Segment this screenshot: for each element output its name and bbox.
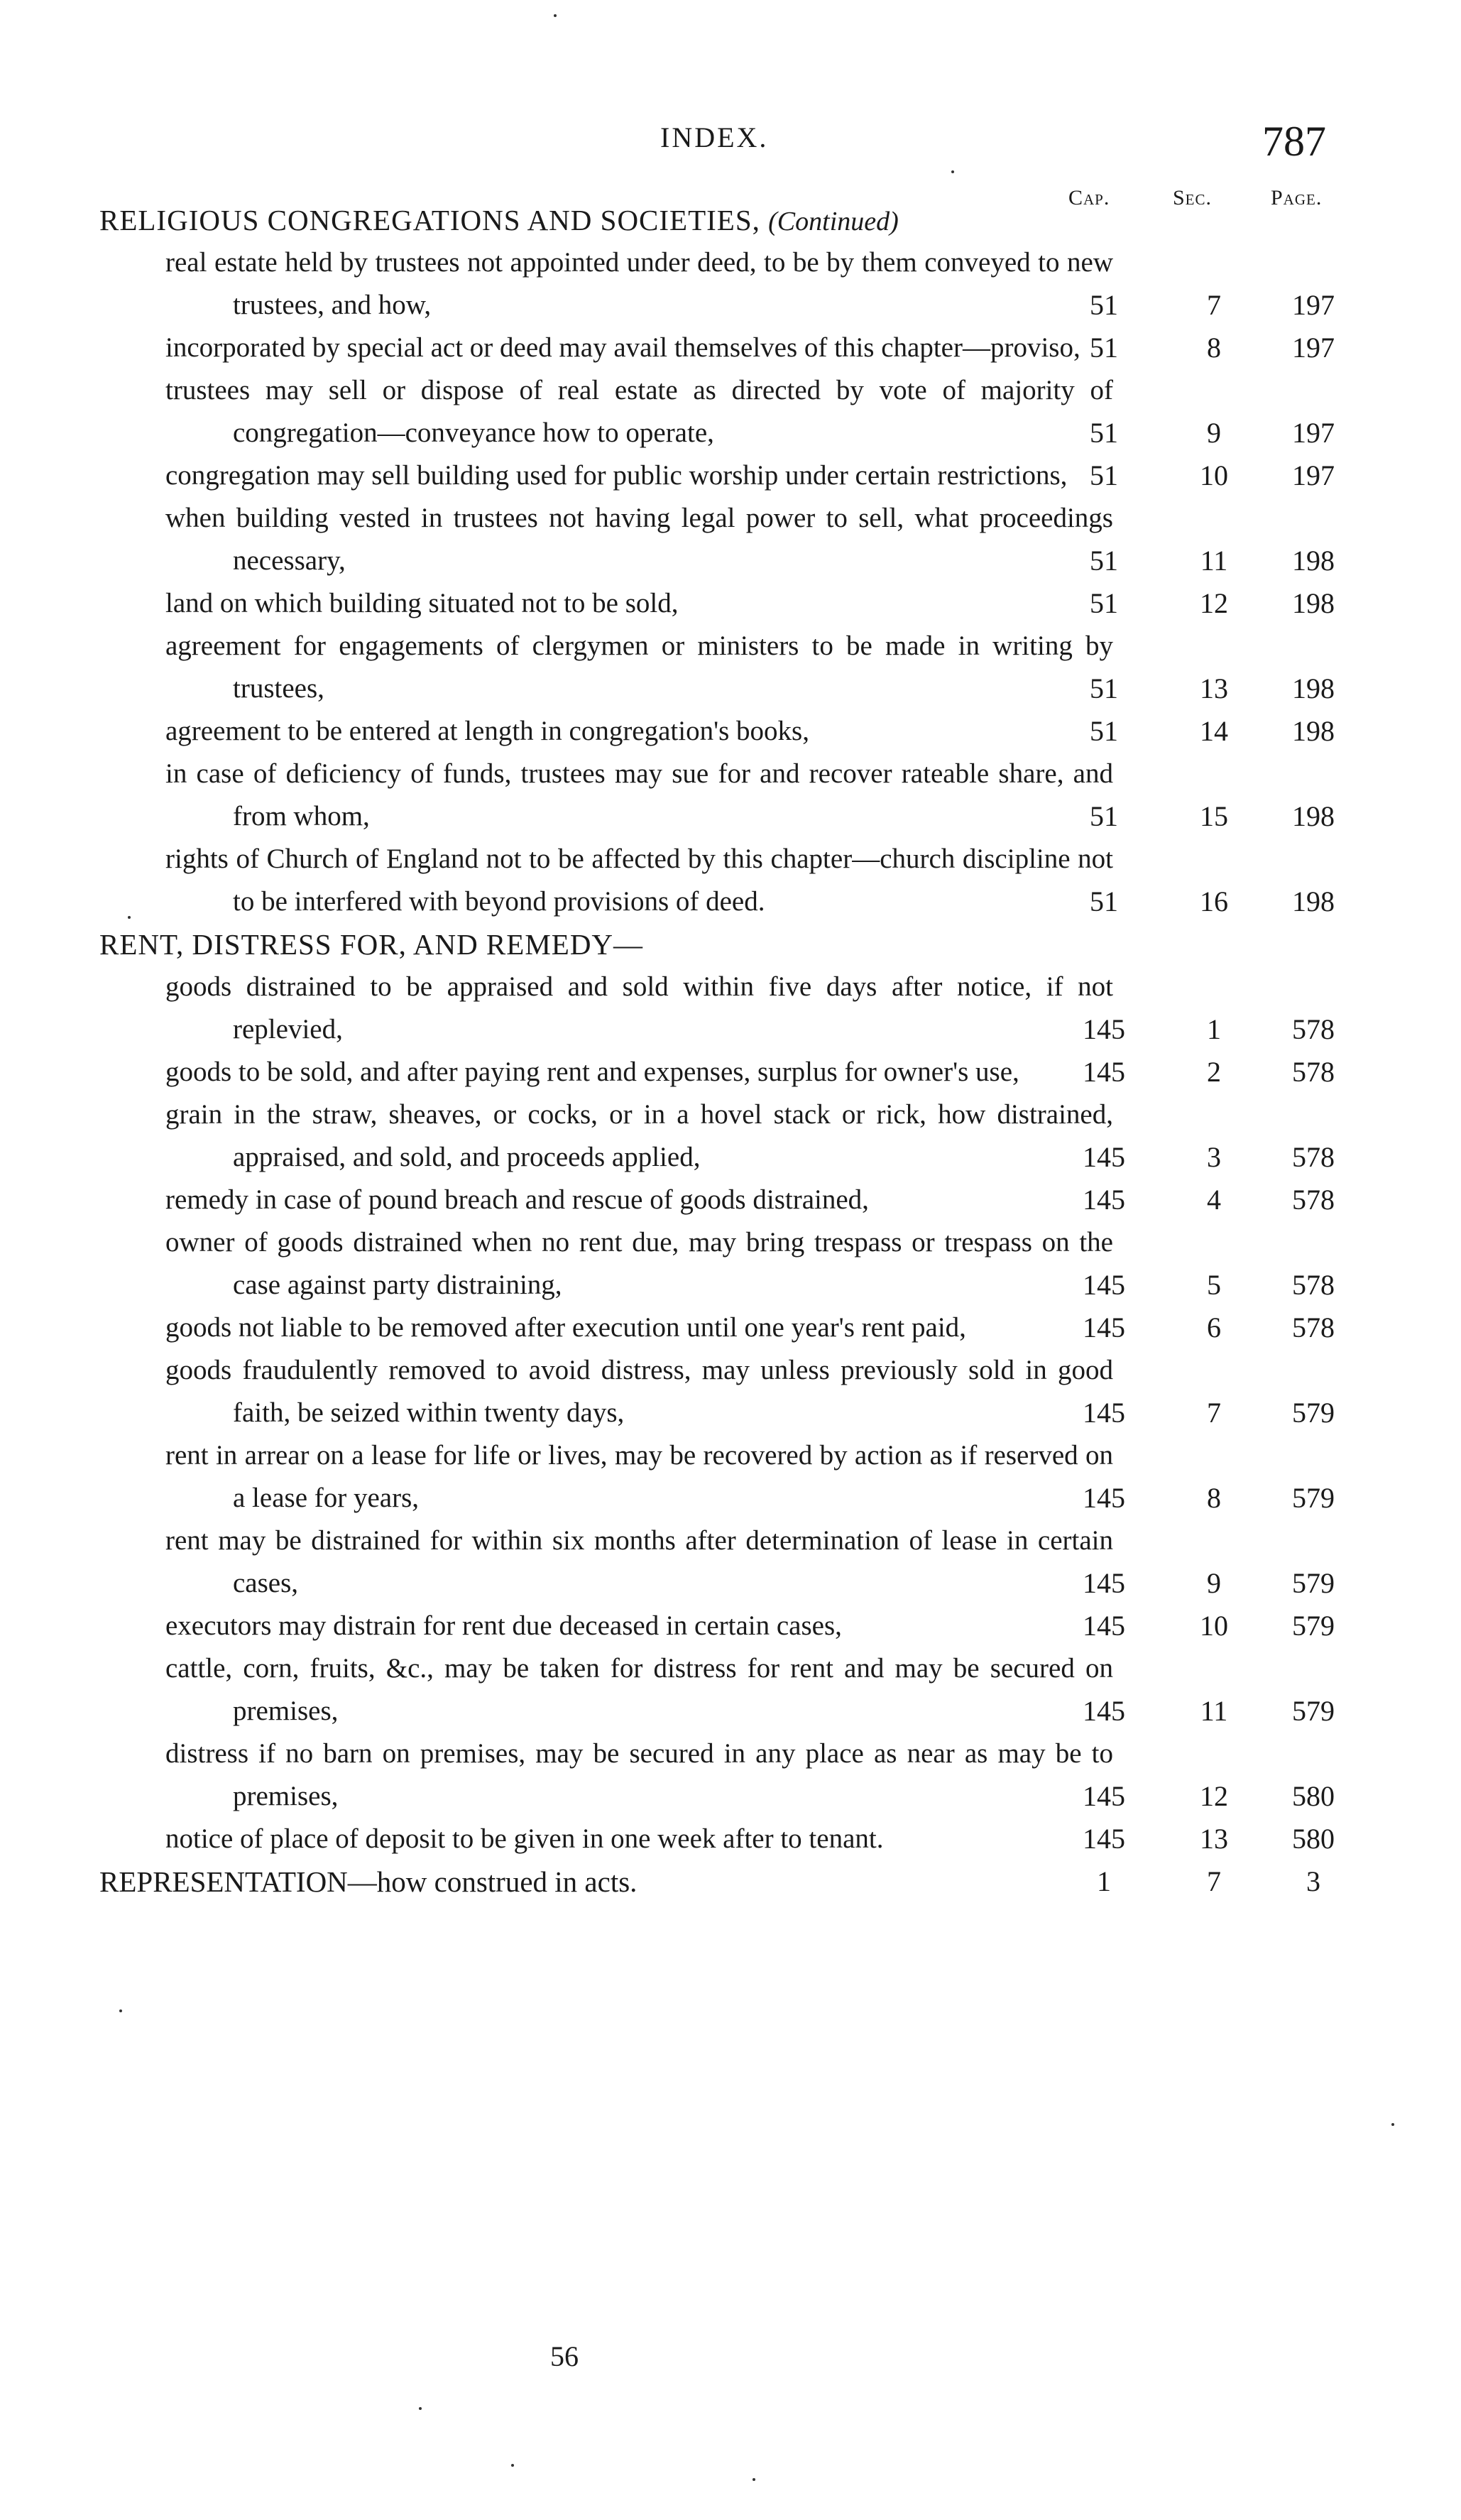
entry-sec: 7 [1207,289,1221,321]
entry-text: incorporated by special act or deed may avail themselves of this chapter—proviso, [165,332,1080,363]
entry-sec: 10 [1200,1610,1228,1642]
entry-cap: 1 [1097,1865,1111,1897]
entry-cap: 145 [1083,1823,1125,1855]
entry-sec: 16 [1200,885,1228,917]
entry-sec: 12 [1200,587,1228,619]
index-entry [0,1093,1461,1179]
entry-text: executors may distrain for rent due deceased in certain cases, [165,1610,842,1641]
index-entry [0,1349,1461,1434]
entry-cap: 51 [1090,332,1118,364]
index-entry [0,1179,1461,1221]
entry-text: trustees may sell or dispose of real estate as directed by vote of majority of congregation—conveyance how to operate, [165,375,1113,448]
entry-page: 579 [1292,1695,1335,1727]
entry-sec: 6 [1207,1311,1221,1343]
entry-text: grain in the straw, sheaves, or cocks, or in a hovel stack or rick, how distrained, appraised, and sold, and proceeds applied, [165,1099,1113,1172]
entry-page: 578 [1292,1269,1335,1301]
index-entry [0,369,1461,454]
column-header-cap: Cap. [1068,186,1110,209]
entry-sec: 15 [1200,800,1228,832]
entry-page: 198 [1292,545,1335,577]
entry-text: distress if no barn on premises, may be secured in any place as near as may be to premises, [165,1738,1113,1811]
index-entry [0,625,1461,710]
column-header-sec: Sec. [1173,186,1213,209]
entry-text: remedy in case of pound breach and rescue of goods distrained, [165,1184,869,1215]
entry-page: 578 [1292,1056,1335,1088]
index-entry [0,1818,1461,1860]
entry-page: 579 [1292,1610,1335,1642]
entry-text: goods to be sold, and after paying rent and expenses, surplus for owner's use, [165,1057,1019,1087]
entry-cap: 51 [1090,672,1118,704]
entry-text: in case of deficiency of funds, trustees may sue for and recover rateable share, and from whom, [165,758,1113,831]
entry-text: when building vested in trustees not having legal power to sell, what proceedings necessary, [165,503,1113,576]
page-number: 787 [1262,118,1326,165]
entry-cap: 51 [1090,800,1118,832]
entry-cap: 145 [1083,1567,1125,1599]
entry-sec: 10 [1200,459,1228,491]
entry-cap: 145 [1083,1184,1125,1216]
entry-page: 197 [1292,289,1335,321]
entry-sec: 8 [1207,332,1221,364]
scan-speck [419,2407,422,2410]
entry-cap: 51 [1090,587,1118,619]
section-heading [0,923,1461,966]
entry-sec: 11 [1200,545,1228,577]
entry-page: 3 [1306,1865,1320,1897]
entry-page: 579 [1292,1397,1335,1429]
entry-text: rent in arrear on a lease for life or lives, may be recovered by action as if reserved on a lease for years, [165,1440,1113,1513]
entry-page: 578 [1292,1141,1335,1173]
entry-page: 578 [1292,1184,1335,1216]
entry-page: 198 [1292,800,1335,832]
index-entry [0,582,1461,625]
index-entry [0,1860,1461,1903]
entry-sec: 4 [1207,1184,1221,1216]
entry-cap: 145 [1083,1780,1125,1812]
entry-page: 198 [1292,885,1335,917]
entry-cap: 145 [1083,1397,1125,1429]
entry-cap: 145 [1083,1610,1125,1642]
entry-sec: 9 [1207,417,1221,449]
entry-page: 197 [1292,332,1335,364]
entry-sec: 11 [1200,1695,1228,1727]
index-entry [0,710,1461,753]
entry-sec: 7 [1207,1865,1221,1897]
entry-sec: 3 [1207,1141,1221,1173]
scan-speck [511,2464,514,2467]
entry-text: agreement for engagements of clergymen or ministers to be made in writing by trustees, [165,631,1113,704]
entry-text: goods fraudulently removed to avoid distress, may unless previously sold in good faith, be seized within twenty days, [165,1355,1113,1428]
section-title: RELIGIOUS CONGREGATIONS AND SOCIETIES, [99,204,760,236]
index-entry [0,1647,1461,1733]
index-entry [0,497,1461,582]
entry-page: 197 [1292,417,1335,449]
entry-sec: 9 [1207,1567,1221,1599]
entry-page: 578 [1292,1013,1335,1045]
scan-speck [554,14,557,17]
entry-text: goods not liable to be removed after execution until one year's rent paid, [165,1312,966,1343]
entry-text: congregation may sell building used for public worship under certain restrictions, [165,460,1068,491]
entry-sec: 8 [1207,1482,1221,1514]
index-entry [0,1221,1461,1307]
entry-text: REPRESENTATION—how construed in acts. [99,1865,638,1898]
scan-speck [753,2478,755,2481]
entry-sec: 12 [1200,1780,1228,1812]
entry-text: notice of place of deposit to be given in one week after to tenant. [165,1823,884,1854]
index-entry [0,1733,1461,1818]
entry-cap: 145 [1083,1269,1125,1301]
index-entry [0,1307,1461,1349]
entry-page: 580 [1292,1823,1335,1855]
entry-cap: 51 [1090,715,1118,747]
entry-cap: 51 [1090,289,1118,321]
entry-text: land on which building situated not to be sold, [165,588,679,618]
entry-text: cattle, corn, fruits, &c., may be taken for distress for rent and may be secured on premises, [165,1653,1113,1726]
entry-page: 580 [1292,1780,1335,1812]
section-heading [0,199,1461,241]
signature-mark: 56 [550,2340,579,2372]
index-entry [0,1605,1461,1647]
column-header-page: Page. [1271,186,1323,209]
scan-speck [119,2009,122,2012]
entry-text: rights of Church of England not to be affected by this chapter—church discipline not to be interfered with beyond provisions of deed. [165,844,1113,917]
entry-cap: 145 [1083,1311,1125,1343]
entry-text: owner of goods distrained when no rent due, may bring trespass or trespass on the case against party distraining, [165,1227,1113,1300]
index-entry [0,454,1461,497]
entry-sec: 13 [1200,1823,1228,1855]
entry-page: 579 [1292,1482,1335,1514]
entry-sec: 5 [1207,1269,1221,1301]
entry-sec: 1 [1207,1013,1221,1045]
entry-page: 197 [1292,459,1335,491]
entry-cap: 145 [1083,1482,1125,1514]
index-entry [0,966,1461,1051]
entry-sec: 14 [1200,715,1228,747]
entry-cap: 145 [1083,1013,1125,1045]
section-title: RENT, DISTRESS FOR, AND REMEDY— [99,928,644,961]
entry-page: 579 [1292,1567,1335,1599]
entry-cap: 51 [1090,459,1118,491]
entry-sec: 7 [1207,1397,1221,1429]
entry-cap: 145 [1083,1695,1125,1727]
scan-speck [128,916,131,919]
index-entry [0,753,1461,838]
index-entry [0,838,1461,923]
entry-sec: 2 [1207,1056,1221,1088]
entry-text: goods distrained to be appraised and sold within five days after notice, if not replevied, [165,971,1113,1044]
entry-page: 198 [1292,587,1335,619]
index-entry [0,241,1461,327]
entry-page: 198 [1292,715,1335,747]
entry-page: 198 [1292,672,1335,704]
entry-cap: 145 [1083,1056,1125,1088]
entry-cap: 51 [1090,545,1118,577]
entry-text: real estate held by trustees not appointed under deed, to be by them conveyed to new trustees, and how, [165,247,1113,320]
running-title: INDEX. [660,121,769,153]
index-entry [0,1434,1461,1520]
index-entries [0,199,1461,1903]
entry-cap: 145 [1083,1141,1125,1173]
index-entry [0,327,1461,369]
entry-cap: 51 [1090,417,1118,449]
entry-text: agreement to be entered at length in congregation's books, [165,716,809,746]
entry-sec: 13 [1200,672,1228,704]
section-title-suffix: (Continued) [768,207,899,236]
scan-speck [1391,2123,1394,2126]
entry-page: 578 [1292,1311,1335,1343]
entry-cap: 51 [1090,885,1118,917]
index-entry [0,1520,1461,1605]
index-entry [0,1051,1461,1093]
scan-speck [951,170,954,173]
entry-text: rent may be distrained for within six months after determination of lease in certain cases, [165,1525,1113,1598]
